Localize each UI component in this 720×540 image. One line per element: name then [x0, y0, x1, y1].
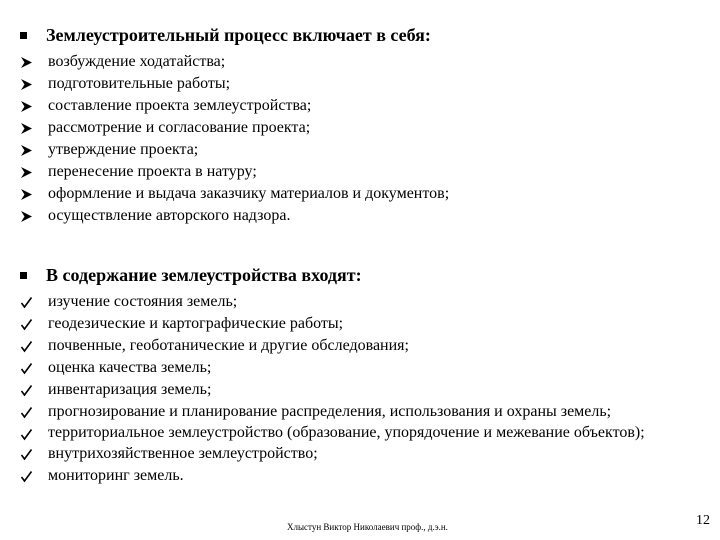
list-item: почвенные, геоботанические и другие обследования;	[20, 335, 698, 357]
list-item: мониторинг земель.	[20, 465, 698, 487]
checkmark-bullet-icon	[20, 379, 40, 401]
checkmark-bullet-icon	[20, 357, 40, 379]
list-item: подготовительные работы;	[20, 73, 449, 95]
list-item: изучение состояния земель;	[20, 291, 698, 313]
list-item: осуществление авторского надзора.	[20, 205, 449, 227]
arrowhead-bullet-icon	[20, 117, 40, 139]
page-number: 12	[696, 513, 710, 528]
section2-list	[20, 291, 698, 487]
checkmark-bullet-icon	[20, 401, 40, 423]
arrowhead-bullet-icon	[20, 205, 40, 227]
section2-heading-text: В содержание землеустройства входят:	[46, 265, 362, 285]
checkmark-bullet-icon	[20, 335, 40, 357]
arrowhead-bullet-icon	[20, 95, 40, 117]
section1-heading	[20, 24, 431, 46]
checkmark-bullet-icon	[20, 313, 40, 335]
list-item: прогнозирование и планирование распределения, использования и охраны земель;	[20, 401, 698, 423]
arrowhead-bullet-icon	[20, 161, 40, 183]
list-item: геодезические и картографические работы;	[20, 313, 698, 335]
list-item: возбуждение ходатайства;	[20, 51, 449, 73]
list-item: территориальное землеустройство (образование, упорядочение и межевание объектов);	[20, 423, 698, 443]
list-item: оценка качества земель;	[20, 357, 698, 379]
checkmark-bullet-icon	[20, 291, 40, 313]
section2-heading	[20, 264, 362, 286]
list-item: рассмотрение и согласование проекта;	[20, 117, 449, 139]
list-item: утверждение проекта;	[20, 139, 449, 161]
checkmark-bullet-icon	[20, 423, 40, 445]
section1-list	[20, 51, 449, 227]
list-item: внутрихозяйственное землеустройство;	[20, 443, 698, 465]
arrowhead-bullet-icon	[20, 183, 40, 205]
checkmark-bullet-icon	[20, 465, 40, 487]
square-bullet-icon	[20, 32, 27, 39]
list-item: инвентаризация земель;	[20, 379, 698, 401]
arrowhead-bullet-icon	[20, 51, 40, 73]
square-bullet-icon	[20, 272, 27, 279]
list-item: составление проекта землеустройства;	[20, 95, 449, 117]
list-item: оформление и выдача заказчику материалов и документов;	[20, 183, 449, 205]
checkmark-bullet-icon	[20, 443, 40, 465]
list-item: перенесение проекта в натуру;	[20, 161, 449, 183]
arrowhead-bullet-icon	[20, 139, 40, 161]
section1-heading-text: Землеустроительный процесс включает в себя:	[46, 25, 431, 45]
footer-author: Хлыстун Виктор Николаевич проф., д.э.н.	[287, 522, 448, 532]
arrowhead-bullet-icon	[20, 73, 40, 95]
